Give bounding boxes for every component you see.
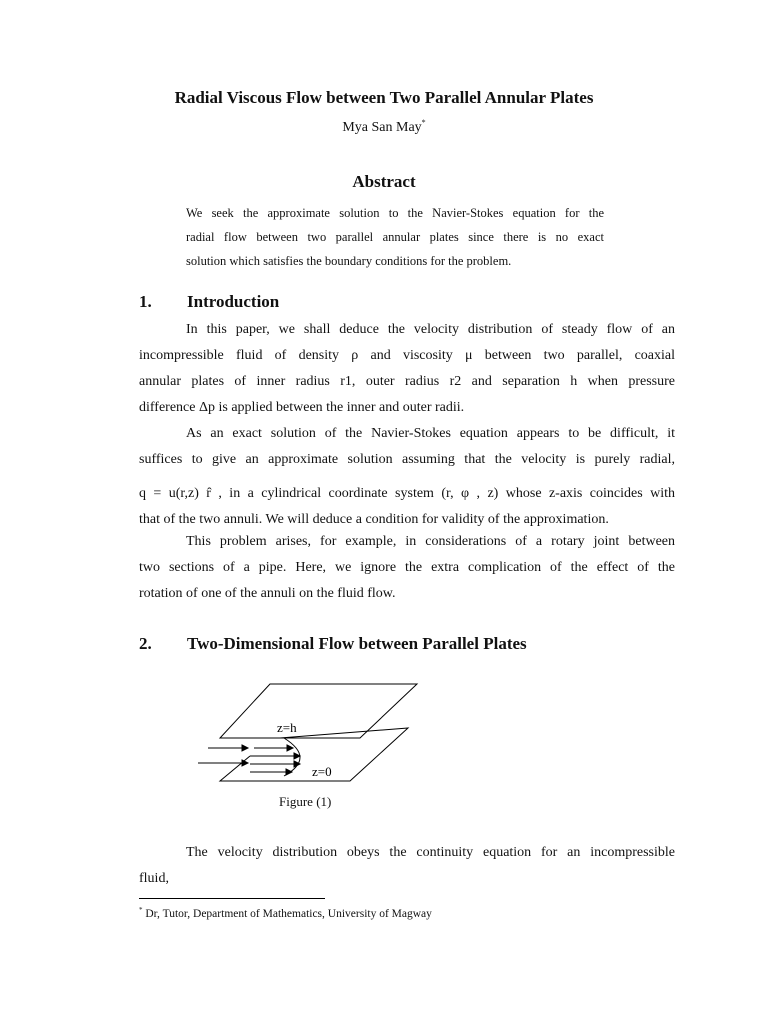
footnote-mark: * bbox=[139, 906, 143, 914]
parallel-plates-figure bbox=[190, 676, 430, 788]
footnote-text: Dr, Tutor, Department of Mathematics, University of Magway bbox=[145, 908, 432, 920]
abstract-line: We seek the approximate solution to the Navier-Stokes equation for the bbox=[186, 206, 604, 220]
paragraph-line: q = u(r,z) r̂ , in a cylindrical coordinate system (r, φ , z) whose z-axis coincides with bbox=[139, 486, 675, 501]
intro-paragraph-3 bbox=[139, 529, 675, 607]
section-number: 1. bbox=[139, 292, 152, 311]
intro-paragraph-2 bbox=[139, 421, 675, 533]
paragraph-line: In this paper, we shall deduce the velocity distribution of steady flow of an bbox=[186, 322, 675, 337]
paragraph-line: incompressible fluid of density ρ and viscosity μ between two parallel, coaxial bbox=[139, 348, 675, 363]
paragraph-line: This problem arises, for example, in considerations of a rotary joint between bbox=[186, 534, 675, 549]
section-title: Introduction bbox=[187, 292, 280, 311]
paragraph-line: that of the two annuli. We will deduce a condition for validity of the approximation. bbox=[139, 512, 609, 527]
section-1-heading bbox=[139, 292, 639, 314]
paragraph-line: two sections of a pipe. Here, we ignore the extra complication of the effect of the bbox=[139, 560, 675, 575]
author-name: Mya San May bbox=[342, 120, 422, 135]
section-title: Two-Dimensional Flow between Parallel Plates bbox=[187, 634, 527, 653]
paper-title: Radial Viscous Flow between Two Parallel Annular Plates bbox=[174, 88, 594, 107]
abstract-heading: Abstract bbox=[352, 172, 416, 191]
paragraph-line: suffices to give an approximate solution assuming that the velocity is purely radial, bbox=[139, 452, 675, 467]
author-line bbox=[0, 118, 768, 136]
label-z-h: z=h bbox=[277, 720, 297, 735]
footnote bbox=[139, 906, 432, 920]
author-footnote-mark: * bbox=[421, 118, 426, 127]
intro-paragraph-1 bbox=[139, 317, 675, 421]
label-z-0: z=0 bbox=[312, 764, 332, 779]
paragraph-line: The velocity distribution obeys the continuity equation for an incompressible bbox=[186, 845, 675, 860]
paragraph-line: As an exact solution of the Navier-Stokes equation appears to be difficult, it bbox=[186, 426, 675, 441]
abstract-body bbox=[186, 201, 604, 273]
abstract-line: solution which satisfies the boundary conditions for the problem. bbox=[186, 254, 512, 268]
section-2-heading bbox=[139, 634, 699, 656]
paragraph-line: difference Δp is applied between the inner and outer radii. bbox=[139, 400, 465, 415]
figure-caption: Figure (1) bbox=[279, 794, 332, 809]
paragraph-line: fluid, bbox=[139, 871, 169, 886]
paragraph-line: rotation of one of the annuli on the fluid flow. bbox=[139, 586, 396, 601]
abstract-line: radial flow between two parallel annular plates since there is no exact bbox=[186, 230, 604, 244]
section-2-paragraph bbox=[139, 840, 675, 892]
section-number: 2. bbox=[139, 634, 152, 653]
footnote-rule bbox=[139, 898, 325, 899]
flow-arrows bbox=[198, 745, 300, 775]
paragraph-line: annular plates of inner radius r1, outer radius r2 and separation h when pressure bbox=[139, 374, 675, 389]
